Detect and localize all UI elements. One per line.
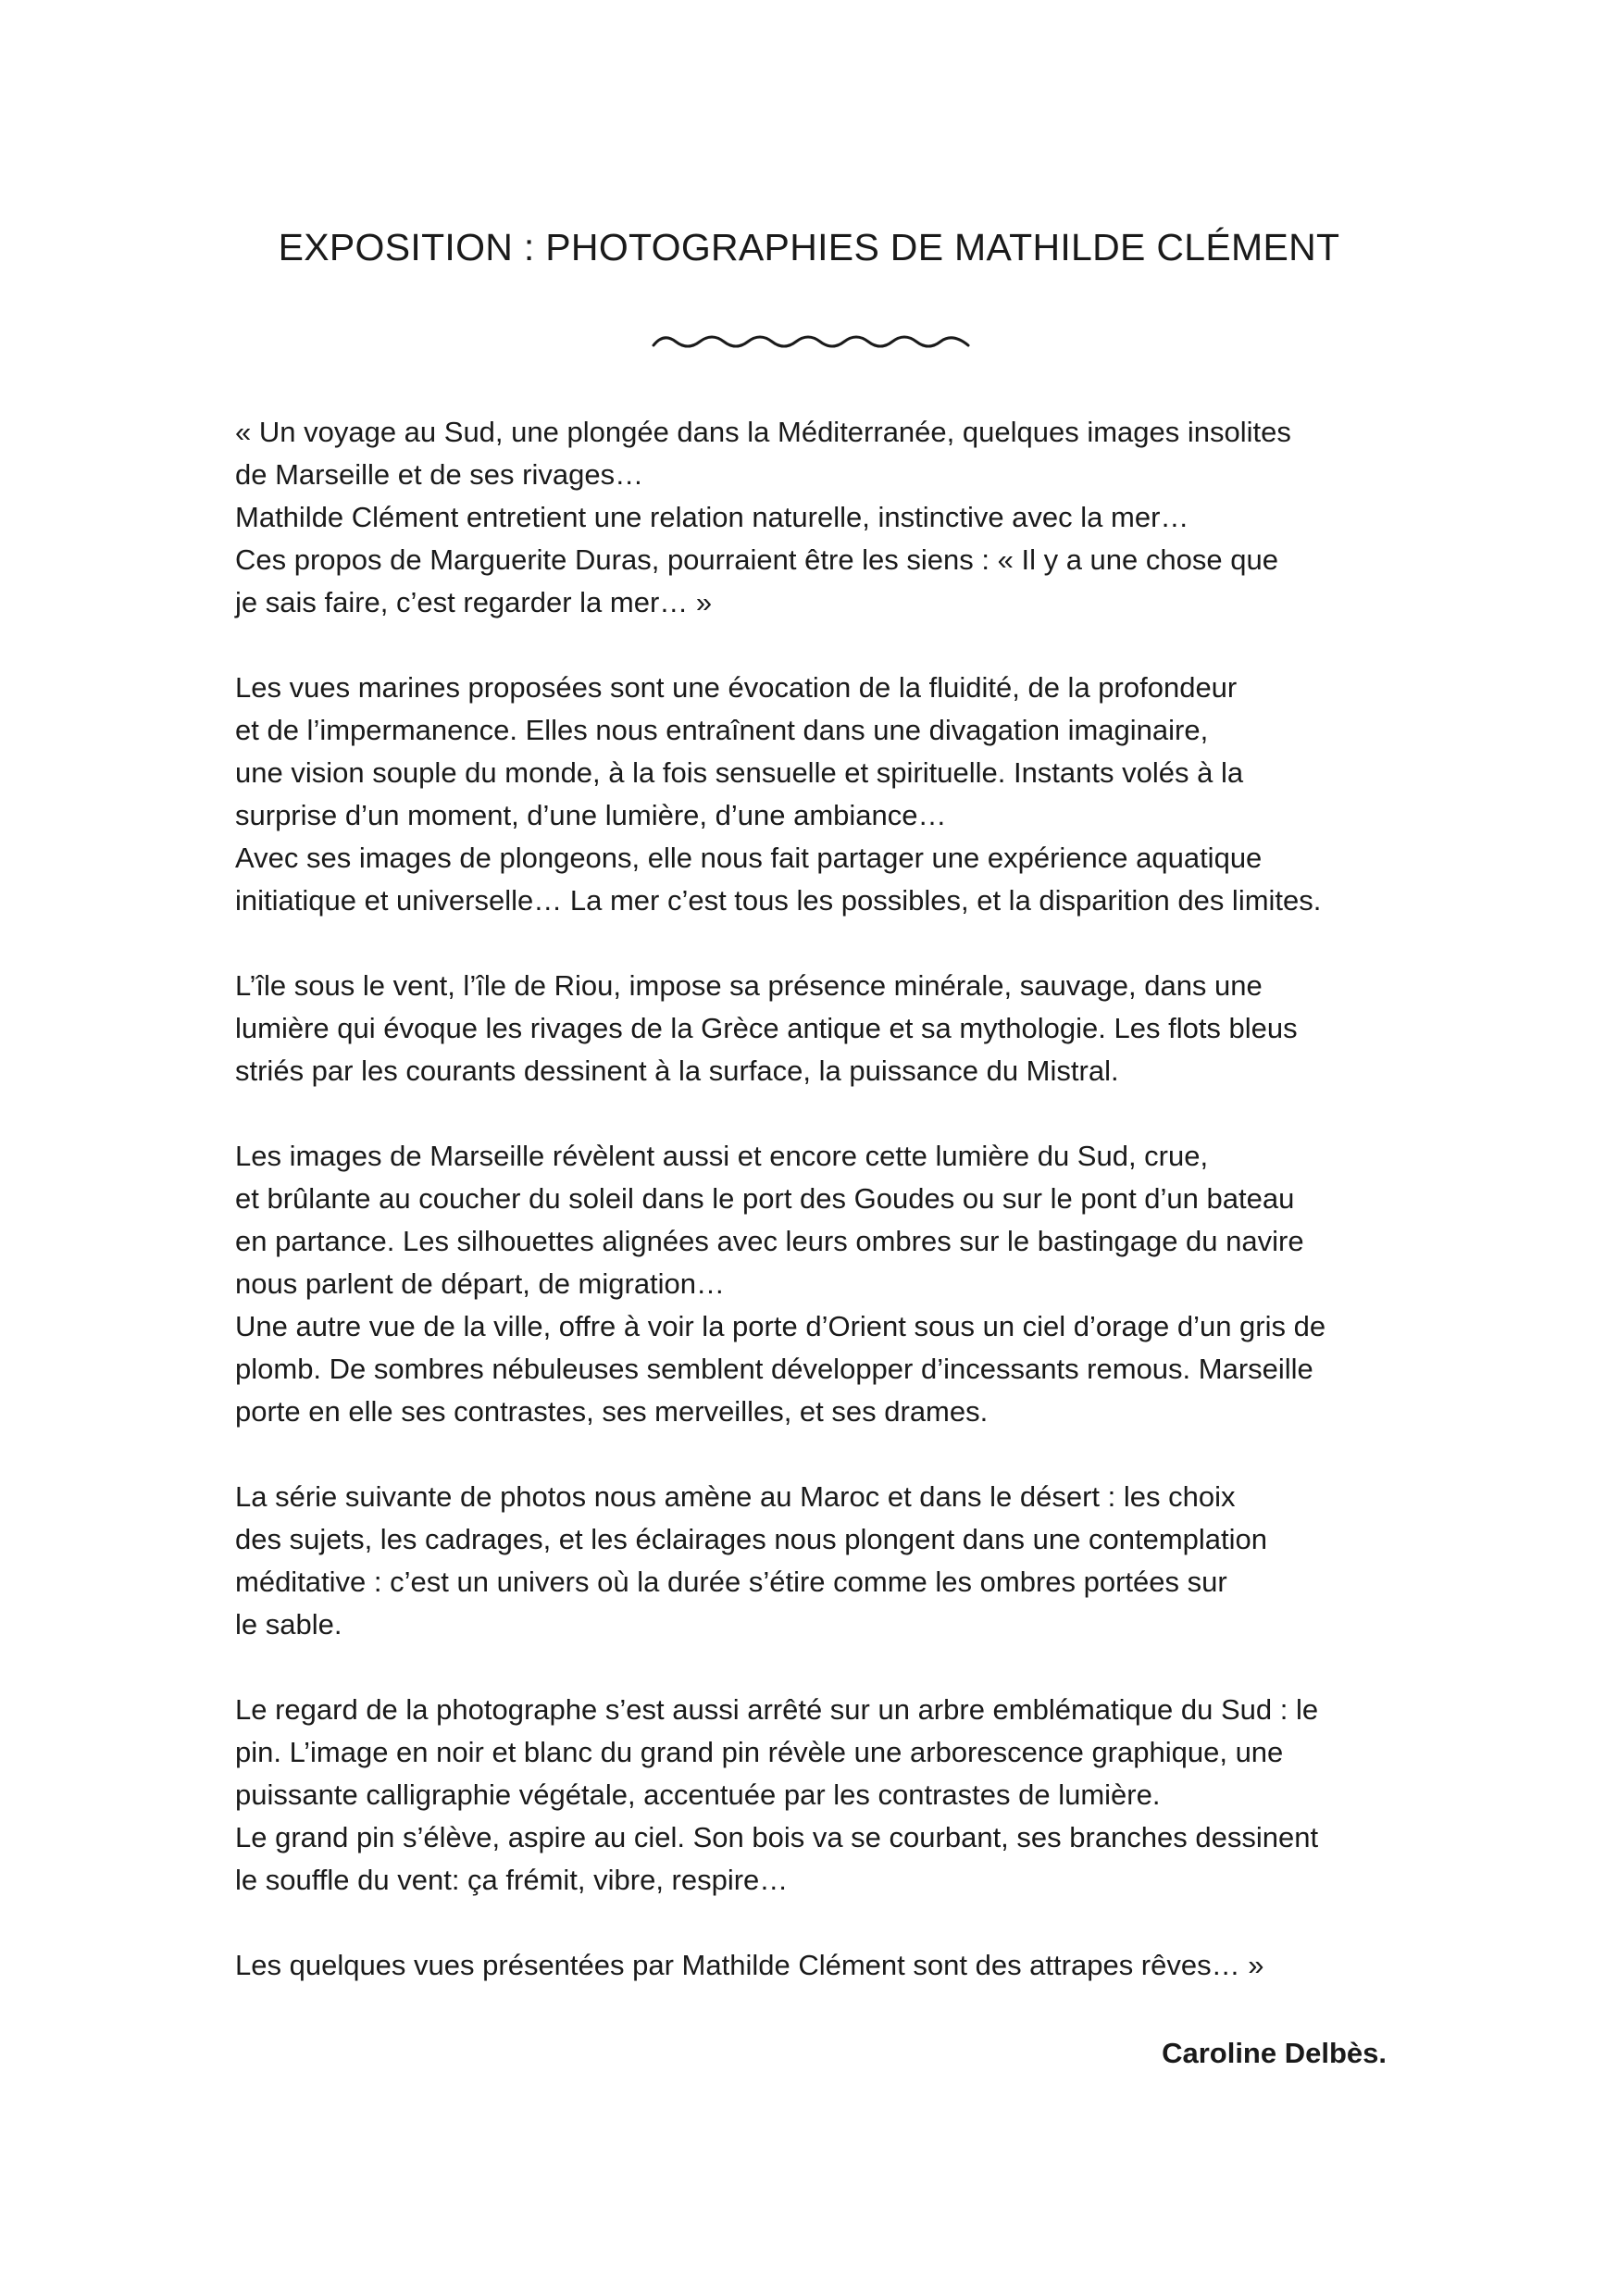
text-line: et brûlante au coucher du soleil dans le port des Goudes ou sur le pont d’un bateau [235,1182,1295,1215]
paragraph [235,1689,1401,1902]
paragraph [235,965,1401,1092]
author-signature: Caroline Delbès. [1162,2037,1387,2069]
text-line: lumière qui évoque les rivages de la Grèce antique et sa mythologie. Les flots bleus [235,1012,1298,1044]
text-line: Le regard de la photographe s’est aussi arrêté sur un arbre emblématique du Sud : le [235,1693,1319,1726]
article-body [235,411,1401,2029]
paragraph [235,1135,1401,1433]
text-line: « Un voyage au Sud, une plongée dans la Méditerranée, quelques images insolites [235,416,1291,448]
paragraph [235,1476,1401,1646]
text-line: Avec ses images de plongeons, elle nous fait partager une expérience aquatique [235,842,1263,874]
text-line: Les images de Marseille révèlent aussi et encore cette lumière du Sud, crue, [235,1140,1209,1172]
text-line: le sable. [235,1608,342,1641]
text-line: des sujets, les cadrages, et les éclairages nous plongent dans une contemplation [235,1523,1267,1555]
page-title: EXPOSITION : PHOTOGRAPHIES DE MATHILDE CLÉMENT [278,226,1340,268]
text-line: puissante calligraphie végétale, accentuée par les contrastes de lumière. [235,1778,1161,1811]
text-line: et de l’impermanence. Elles nous entraînent dans une divagation imaginaire, [235,714,1209,746]
paragraph [235,667,1401,922]
text-line: Ces propos de Marguerite Duras, pourraient être les siens : « Il y a une chose que [235,543,1278,576]
text-line: le souffle du vent: ça frémit, vibre, respire… [235,1864,789,1896]
paragraph [235,1944,1401,1987]
text-line: initiatique et universelle… La mer c’est tous les possibles, et la disparition des limites. [235,884,1322,917]
text-line: Les vues marines proposées sont une évocation de la fluidité, de la profondeur [235,671,1238,704]
text-line: plomb. De sombres nébuleuses semblent développer d’incessants remous. Marseille [235,1353,1313,1385]
text-line: Les quelques vues présentées par Mathilde Clément sont des attrapes rêves… » [235,1949,1264,1981]
text-line: surprise d’un moment, d’une lumière, d’une ambiance… [235,799,947,831]
text-line: La série suivante de photos nous amène au Maroc et dans le désert : les choix [235,1480,1236,1513]
text-line: Une autre vue de la ville, offre à voir la porte d’Orient sous un ciel d’orage d’un gris de [235,1310,1326,1342]
paragraph [235,411,1401,624]
text-line: L’île sous le vent, l’île de Riou, impose sa présence minérale, sauvage, dans une [235,969,1263,1002]
text-line: striés par les courants dessinent à la surface, la puissance du Mistral. [235,1054,1119,1087]
text-line: Mathilde Clément entretient une relation naturelle, instinctive avec la mer… [235,501,1189,533]
text-line: méditative : c’est un univers où la durée s’étire comme les ombres portées sur [235,1566,1227,1598]
text-line: je sais faire, c’est regarder la mer… » [235,586,713,618]
text-line: nous parlent de départ, de migration… [235,1267,726,1300]
wave-divider-ornament [652,329,970,355]
text-line: une vision souple du monde, à la fois sensuelle et spirituelle. Instants volés à la [235,756,1244,789]
text-line: de Marseille et de ses rivages… [235,458,644,491]
text-line: Le grand pin s’élève, aspire au ciel. Son bois va se courbant, ses branches dessinent [235,1821,1319,1853]
text-line: porte en elle ses contrastes, ses merveilles, et ses drames. [235,1395,989,1428]
text-line: en partance. Les silhouettes alignées avec leurs ombres sur le bastingage du navire [235,1225,1304,1257]
text-line: pin. L’image en noir et blanc du grand pin révèle une arborescence graphique, une [235,1736,1284,1768]
